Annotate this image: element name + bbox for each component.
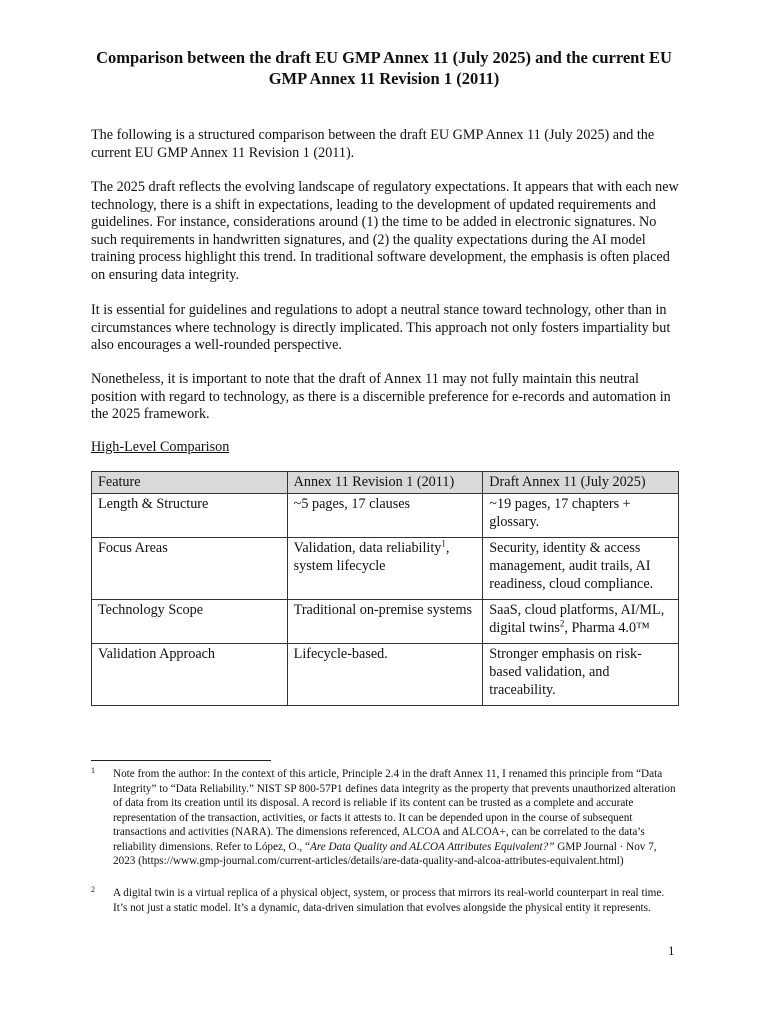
footnote-divider — [91, 760, 271, 761]
intro-paragraph: The following is a structured comparison between the draft EU GMP Annex 11 (July 2025) and the current EU GMP Annex 11 Revision 1 (2011). — [91, 127, 655, 161]
cell-feature: Focus Areas — [92, 538, 288, 600]
table-row — [92, 538, 679, 600]
header-draft-2025: Draft Annex 11 (July 2025) — [483, 472, 679, 494]
cell-annex-2011: Lifecycle-based. — [287, 644, 483, 706]
footnote-ref-1: 1 — [441, 538, 446, 549]
footnote-ref-2: 2 — [559, 618, 565, 629]
footnote-text — [113, 767, 681, 869]
footnote-mark: 1 — [91, 766, 95, 775]
cell-annex-2011 — [287, 538, 483, 600]
neutrality-paragraph: It is essential for guidelines and regulations to adopt a neutral stance toward technology, other than in circumstances where technology is directly implicated. This approach not only fosters impartiality but also encourages a well-rounded perspective. — [91, 302, 671, 354]
page-title: Comparison between the draft EU GMP Annex 11 (July 2025) and the current EU GMP Annex 11 Revision 1 (2011) — [96, 48, 672, 88]
table-row — [92, 494, 679, 538]
cell-feature: Length & Structure — [92, 494, 288, 538]
cell-feature: Technology Scope — [92, 600, 288, 644]
context-paragraph: The 2025 draft reflects the evolving landscape of regulatory expectations. It appears that with each new technology, there is a shift in expectations, leading to the development of updated requirements and guidelines. For instance, considerations around (1) the time to be added in electronic signatures. No such requirements in handwritten signatures, and (2) the quality expectations during the AI model training process highlight this trend. In traditional software development, the emphasis is often placed on ensuring data integrity. — [91, 179, 679, 283]
comparison-table — [91, 471, 679, 706]
footnote-1 — [91, 767, 681, 869]
footnote-text-part: Note from the author: In the context of this article, Principle 2.4 in the draft Annex 11, I renamed this principle from “Data Integrity” to “Data Reliability.” NIST SP 800-57P1 defines data integrity as the property that prevents unauthorized alteration of data from its creation until its disposal. A record is reliable if its content can be trusted as a complete and accurate representation of the transaction, activities, or facts it attests to. It can be depended upon in the course of subsequent transactions and activities (NARA). The dimensions referenced, ALCOA and ALCOA+, can be correlated to the data’s reliability dimensions. Refer to López, O., “ — [113, 768, 676, 853]
cell-annex-2011: ~5 pages, 17 clauses — [287, 494, 483, 538]
cell-text: , system lifecycle — [293, 540, 450, 574]
header-annex-2011: Annex 11 Revision 1 (2011) — [287, 472, 483, 494]
footnote-2 — [91, 886, 681, 915]
footnote-mark: 2 — [91, 885, 95, 894]
article-title: Are Data Quality and ALCOA Attributes Equivalent?” — [309, 840, 555, 853]
table-row — [92, 644, 679, 706]
section-heading: High-Level Comparison — [91, 439, 230, 455]
footnote-text-part: GMP Journal · Nov 7, 2023 (https://www.gmp-journal.com/current-articles/details/are-data-quality-and-alcoa-attributes-equivalent.html) — [113, 840, 657, 867]
cell-draft-2025 — [483, 600, 679, 644]
cell-feature: Validation Approach — [92, 644, 288, 706]
cell-text: Validation, data reliability — [293, 540, 442, 556]
page-number: 1 — [668, 943, 675, 958]
preference-paragraph: Nonetheless, it is important to note that the draft of Annex 11 may not fully maintain this neutral position with regard to technology, as there is a discernible preference for e-records and automation in the 2025 framework. — [91, 371, 671, 423]
table-header-row — [92, 472, 679, 494]
cell-draft-2025: Security, identity & access management, audit trails, AI readiness, cloud compliance. — [483, 538, 679, 600]
cell-draft-2025: ~19 pages, 17 chapters + glossary. — [483, 494, 679, 538]
cell-draft-2025: Stronger emphasis on risk-based validation, and traceability. — [483, 644, 679, 706]
cell-text: , Pharma 4.0™ — [564, 620, 650, 636]
header-feature: Feature — [92, 472, 288, 494]
cell-text: SaaS, cloud platforms, AI/ML, digital twins — [489, 602, 665, 636]
table-row — [92, 600, 679, 644]
cell-annex-2011: Traditional on-premise systems — [287, 600, 483, 644]
footnote-text: A digital twin is a virtual replica of a physical object, system, or process that mirrors its real-world counterpart in real time. It’s not just a static model. It’s a dynamic, data-driven simulation that evolves alongside the physical entity it represents. — [113, 887, 665, 914]
